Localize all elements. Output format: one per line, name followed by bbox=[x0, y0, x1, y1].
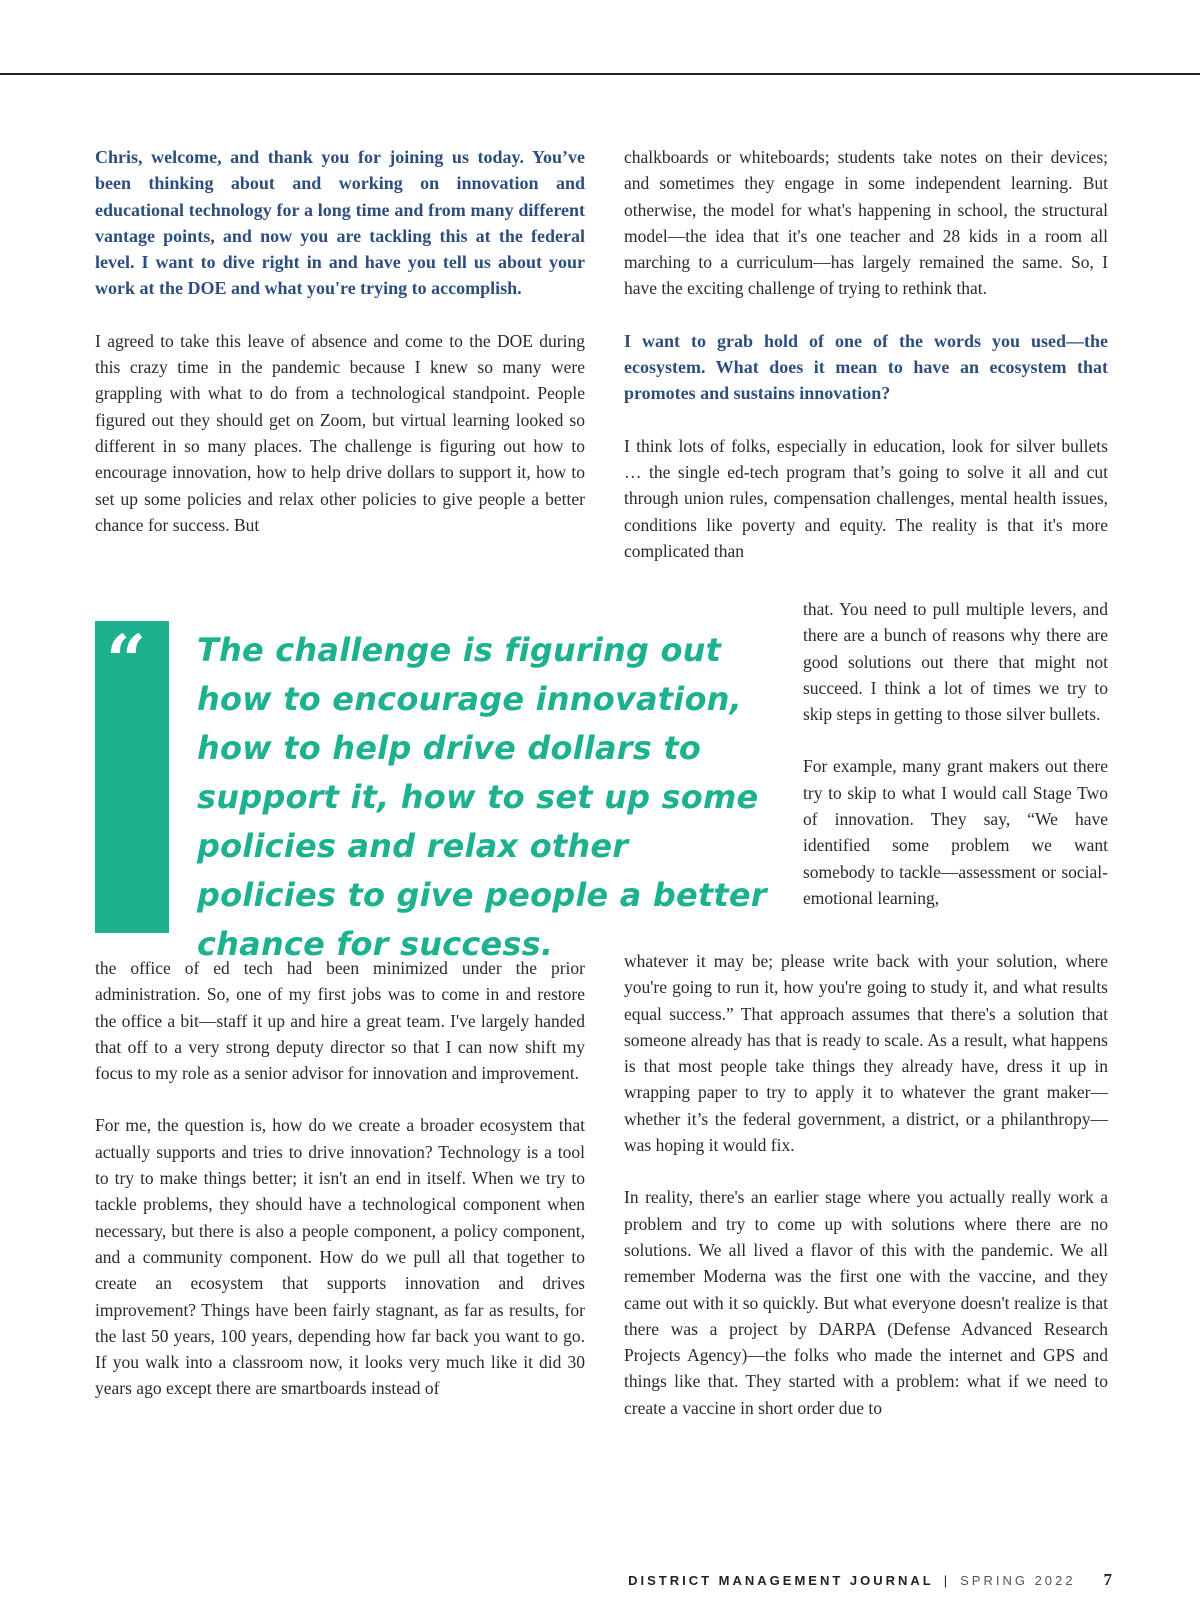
right-column-bottom bbox=[624, 948, 1108, 1421]
answer-paragraph-continued: chalkboards or whiteboards; students take notes on their devices; and sometimes they engage in some independent learning. But otherwise, the model for what's happening in school, the structural model—the idea that it's one teacher and 28 kids in a room all marching to a curriculum—has largely remained the same. So, I have the exciting challenge of trying to rethink that. bbox=[624, 147, 1108, 299]
footer-separator: | bbox=[943, 1573, 951, 1588]
top-rule bbox=[0, 73, 1200, 75]
left-column-bottom bbox=[95, 955, 585, 1402]
pull-quote: The challenge is figuring out how to encourage innovation, how to help drive dollars to support it, how to set up some policies and relax other policies to give people a better chance for success. bbox=[197, 631, 767, 963]
quote-mark-icon: “ bbox=[106, 619, 147, 702]
answer-paragraph-4-continued: that. You need to pull multiple levers, and there are a bunch of reasons why there are good solutions out there that might not succeed. I think a lot of times we try to skip steps in getting to those silver bullets. bbox=[803, 599, 1108, 725]
answer-paragraph-4: I think lots of folks, especially in education, look for silver bullets … the single ed-tech program that’s going to solve it all and cut through union rules, compensation challenges, mental health issues, conditions like poverty and equity. The reality is that it's more complicated than bbox=[624, 435, 1108, 561]
journal-name: DISTRICT MANAGEMENT JOURNAL bbox=[628, 1573, 934, 1588]
page-footer bbox=[628, 1570, 1112, 1590]
answer-paragraph-1: I agreed to take this leave of absence and come to the DOE during this crazy time in the pandemic because I knew so many were grappling with what to do from a technological standpoint. People figured out they should get on Zoom, but virtual learning looked so different in so many places. The challenge is figuring out how to encourage innovation, how to help drive dollars to support it, how to set up some policies and relax other policies to give people a better chance for success. But bbox=[95, 330, 585, 535]
issue-season: SPRING 2022 bbox=[960, 1573, 1076, 1588]
right-column-top bbox=[624, 144, 1108, 564]
page-number: 7 bbox=[1103, 1570, 1112, 1589]
interview-question-1: Chris, welcome, and thank you for joining us today. You’ve been thinking about and working on innovation and educational technology for a long time and from many different vantage points, and now you are tackling this at the federal level. I want to dive right in and have you tell us about your work at the DOE and what you're trying to accomplish. bbox=[95, 147, 585, 299]
answer-paragraph-5-continued: whatever it may be; please write back with your solution, where you're going to run it, how you're going to study it, and what results equal success.” That approach assumes that there's a solution that someone already has that is ready to scale. As a result, what happens is that most people take things they already have, dress it up in wrapping paper to try to apply it to whatever the grant maker—whether it’s the federal government, a district, or a philanthropy—was hoping it would fix. bbox=[624, 951, 1108, 1156]
interview-question-2: I want to grab hold of one of the words you used—the ecosystem. What does it mean to have an ecosystem that promotes and sustains innovation? bbox=[624, 330, 1108, 404]
answer-paragraph-3: For me, the question is, how do we create a broader ecosystem that actually supports and tries to drive innovation? Technology is a tool to try to make things better; it isn't an end in itself. When we try to tackle problems, they should have a technological component when necessary, but there is also a people component, a policy component, and a community component. How do we pull all that together to create an ecosystem that supports innovation and drives improvement? Things have been fairly stagnant, as far as results, for the last 50 years, 100 years, depending how far back you want to go. If you walk into a classroom now, it looks very much like it did 30 years ago except there are smartboards instead of bbox=[95, 1115, 585, 1399]
right-column-narrow bbox=[803, 596, 1108, 911]
answer-paragraph-5: For example, many grant makers out there try to skip to what I would call Stage Two of innovation. They say, “We have identified some problem we want somebody to tackle—assessment or social-emotional learning, bbox=[803, 756, 1108, 908]
answer-paragraph-2: the office of ed tech had been minimized under the prior administration. So, one of my first jobs was to come in and restore the office a bit—staff it up and hire a great team. I've largely handed that off to a very strong deputy director so that I can now shift my focus to my role as a senior advisor for innovation and improvement. bbox=[95, 958, 585, 1084]
answer-paragraph-6: In reality, there's an earlier stage where you actually really work a problem and try to come up with solutions where there are no solutions. We all lived a flavor of this with the pandemic. We all remember Moderna was the first one with the vaccine, and they came out with it so quickly. But what everyone doesn't realize is that there was a project by DARPA (Defense Advanced Research Projects Agency)—the folks who made the internet and GPS and things like that. They started with a problem: what if we need to create a vaccine in short order due to bbox=[624, 1187, 1108, 1418]
left-column-top bbox=[95, 144, 585, 538]
